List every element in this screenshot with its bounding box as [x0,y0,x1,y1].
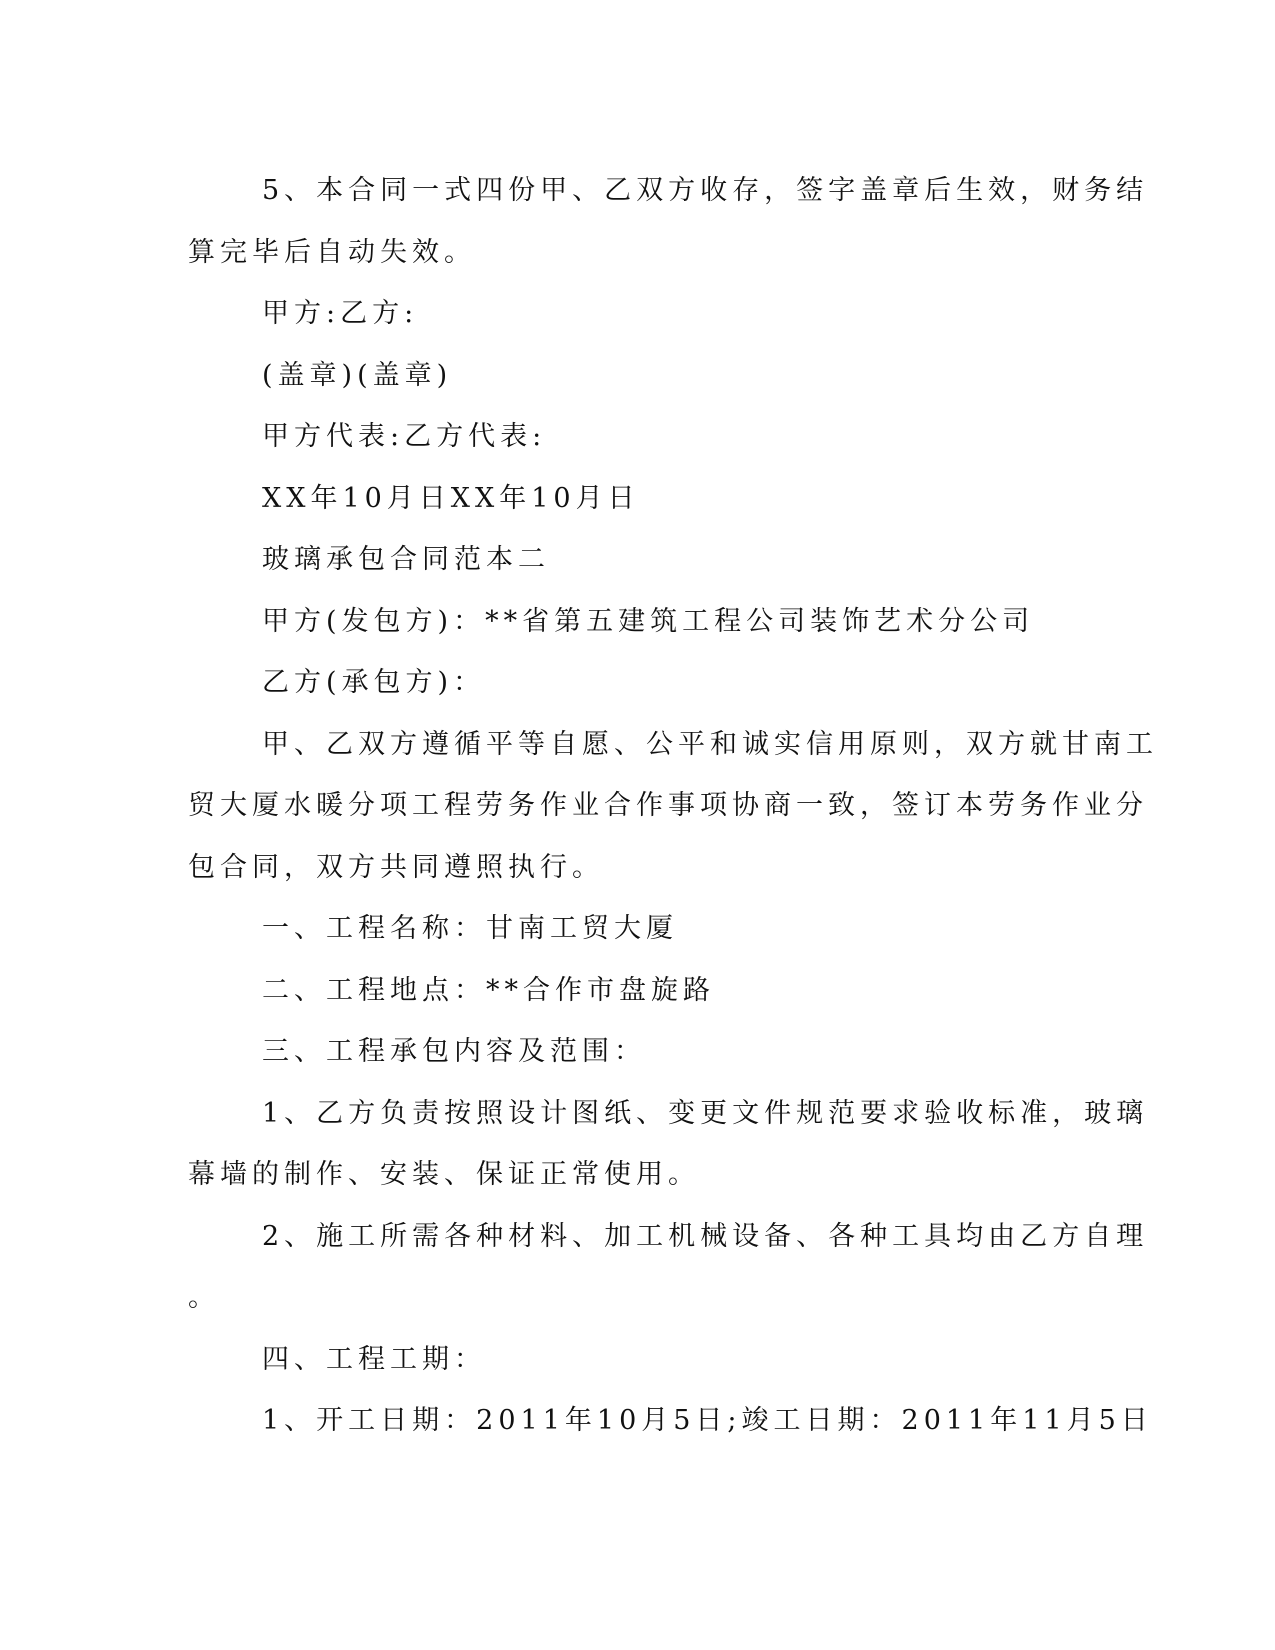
line-schedule-heading: 四、工程工期： [262,1343,486,1375]
line-project-name: 一、工程名称：甘南工贸大厦 [262,913,678,944]
line-party-a: 甲方(发包方)：**省第五建筑工程公司装饰艺术分公司 [262,605,1035,637]
line-preamble-part2: 贸大厦水暖分项工程劳务作业合作事项协商一致，签订本劳务作业分 [188,790,1148,821]
line-scope-item1-part1: 1、乙方负责按照设计图纸、变更文件规范要求验收标准，玻璃 [262,1097,1149,1129]
document-body [188,160,1158,1452]
line-schedule-dates: 1、开工日期：2011年10月5日;竣工日期：2011年11月5日 [262,1405,1153,1436]
line-party-b: 乙方(承包方)： [262,667,486,698]
line-project-location: 二、工程地点：**合作市盘旋路 [262,974,715,1006]
line-scope-item1-part2: 幕墙的制作、安装、保证正常使用。 [188,1159,700,1190]
line-scope-item2-part2: 。 [188,1282,220,1313]
section-title: 玻璃承包合同范本二 [262,544,550,575]
line-clause-5-part1: 5、本合同一式四份甲、乙双方收存，签字盖章后生效，财务结 [262,175,1149,206]
line-representative-labels: 甲方代表:乙方代表: [262,421,547,452]
line-scope-heading: 三、工程承包内容及范围： [262,1036,646,1067]
line-preamble-part3: 包合同，双方共同遵照执行。 [188,851,604,883]
line-party-labels: 甲方:乙方: [262,298,419,329]
line-signing-dates: XX年10月日XX年10月日 [262,482,640,514]
line-clause-5-part2: 算完毕后自动失效。 [188,236,476,268]
line-seal-labels: (盖章)(盖章) [262,359,453,391]
line-preamble-part1: 甲、乙双方遵循平等自愿、公平和诚实信用原则，双方就甘南工 [262,728,1158,760]
line-scope-item2-part1: 2、施工所需各种材料、加工机械设备、各种工具均由乙方自理 [262,1220,1149,1252]
